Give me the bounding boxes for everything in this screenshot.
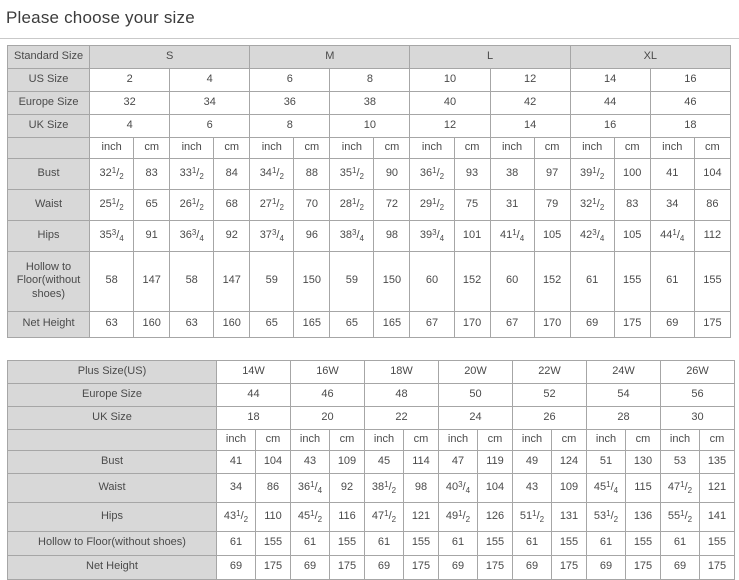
value-cell: 104	[694, 158, 730, 189]
value-cell: inch	[661, 429, 700, 450]
value-cell: cm	[256, 429, 291, 450]
value-cell: 45	[365, 450, 404, 473]
table-row	[8, 555, 735, 579]
value-cell: 46	[291, 383, 365, 406]
value-cell: 84	[214, 158, 250, 189]
value-cell: 48	[365, 383, 439, 406]
value-cell: 6	[250, 69, 330, 92]
value-cell: $32^1/_2$	[570, 189, 614, 220]
value-cell: 61	[570, 251, 614, 311]
value-cell: 155	[552, 531, 587, 555]
value-cell: 22	[365, 406, 439, 429]
value-cell: 16W	[291, 360, 365, 383]
value-cell: $39^1/_2$	[570, 158, 614, 189]
value-cell: inch	[513, 429, 552, 450]
value-cell: inch	[439, 429, 478, 450]
value-cell: 22W	[513, 360, 587, 383]
table-row	[8, 473, 735, 502]
value-cell: inch	[490, 138, 534, 159]
value-cell: 160	[134, 311, 170, 337]
value-cell: inch	[650, 138, 694, 159]
table-row	[8, 531, 735, 555]
value-cell: inch	[330, 138, 374, 159]
page-title: Please choose your size	[6, 8, 195, 27]
value-cell: $45^1/_4$	[587, 473, 626, 502]
header-cell: Hollow to Floor(without shoes)	[8, 531, 217, 555]
value-cell: inch	[587, 429, 626, 450]
table-row	[8, 220, 731, 251]
value-cell: cm	[134, 138, 170, 159]
header-cell: Waist	[8, 189, 90, 220]
value-cell: 147	[214, 251, 250, 311]
value-cell: 72	[374, 189, 410, 220]
value-cell: $38^3/_4$	[330, 220, 374, 251]
value-cell: 8	[330, 69, 410, 92]
value-cell: cm	[694, 138, 730, 159]
value-cell: $44^1/_4$	[650, 220, 694, 251]
value-cell: 14	[570, 69, 650, 92]
value-cell: 44	[570, 92, 650, 115]
table-row	[8, 406, 735, 429]
value-cell: 98	[404, 473, 439, 502]
value-cell: 175	[404, 555, 439, 579]
value-cell: 69	[513, 555, 552, 579]
value-cell: $35^1/_2$	[330, 158, 374, 189]
value-cell: 69	[661, 555, 700, 579]
value-cell: 88	[294, 158, 330, 189]
value-cell: 24	[439, 406, 513, 429]
header-cell: S	[90, 46, 250, 69]
standard-size-table-body	[8, 46, 731, 338]
value-cell: 147	[134, 251, 170, 311]
header-cell: Europe Size	[8, 383, 217, 406]
value-cell: 43	[513, 473, 552, 502]
value-cell: 126	[478, 502, 513, 531]
table-row	[8, 69, 731, 92]
value-cell: 69	[587, 555, 626, 579]
standard-size-table	[7, 45, 731, 338]
value-cell: 136	[626, 502, 661, 531]
value-cell: 59	[250, 251, 294, 311]
value-cell: 91	[134, 220, 170, 251]
value-cell: cm	[700, 429, 735, 450]
value-cell: 32	[90, 92, 170, 115]
value-cell: 69	[439, 555, 478, 579]
value-cell: 175	[614, 311, 650, 337]
value-cell: 44	[217, 383, 291, 406]
value-cell: 75	[454, 189, 490, 220]
value-cell: cm	[552, 429, 587, 450]
value-cell: 69	[570, 311, 614, 337]
value-cell: inch	[170, 138, 214, 159]
value-cell: $55^1/_2$	[661, 502, 700, 531]
value-cell: 68	[214, 189, 250, 220]
value-cell: 69	[217, 555, 256, 579]
value-cell: 104	[256, 450, 291, 473]
value-cell: 155	[404, 531, 439, 555]
header-cell: UK Size	[8, 406, 217, 429]
value-cell: 31	[490, 189, 534, 220]
value-cell: 38	[490, 158, 534, 189]
value-cell: cm	[214, 138, 250, 159]
header-cell: Hips	[8, 220, 90, 251]
value-cell: 61	[365, 531, 404, 555]
table-row	[8, 189, 731, 220]
value-cell: 152	[454, 251, 490, 311]
value-cell: 65	[134, 189, 170, 220]
header-cell: Hollow to Floor(without shoes)	[8, 251, 90, 311]
value-cell: 59	[330, 251, 374, 311]
value-cell: 30	[661, 406, 735, 429]
value-cell: $47^1/_2$	[661, 473, 700, 502]
header-cell	[8, 138, 90, 159]
value-cell: 90	[374, 158, 410, 189]
value-cell: $45^1/_2$	[291, 502, 330, 531]
value-cell: $33^1/_2$	[170, 158, 214, 189]
value-cell: 14	[490, 115, 570, 138]
value-cell: inch	[250, 138, 294, 159]
header-cell: M	[250, 46, 410, 69]
value-cell: 34	[650, 189, 694, 220]
value-cell: 20W	[439, 360, 513, 383]
value-cell: $26^1/_2$	[170, 189, 214, 220]
table-row	[8, 360, 735, 383]
value-cell: 160	[214, 311, 250, 337]
value-cell: $32^1/_2$	[90, 158, 134, 189]
value-cell: 4	[90, 115, 170, 138]
value-cell: 121	[700, 473, 735, 502]
value-cell: 165	[374, 311, 410, 337]
value-cell: 175	[694, 311, 730, 337]
value-cell: $36^1/_4$	[291, 473, 330, 502]
value-cell: 26W	[661, 360, 735, 383]
value-cell: 61	[587, 531, 626, 555]
header-cell: US Size	[8, 69, 90, 92]
value-cell: $41^1/_4$	[490, 220, 534, 251]
value-cell: 152	[534, 251, 570, 311]
value-cell: 60	[490, 251, 534, 311]
value-cell: 79	[534, 189, 570, 220]
value-cell: 54	[587, 383, 661, 406]
value-cell: 155	[478, 531, 513, 555]
value-cell: 61	[291, 531, 330, 555]
value-cell: 175	[256, 555, 291, 579]
value-cell: 2	[90, 69, 170, 92]
value-cell: cm	[614, 138, 650, 159]
value-cell: $36^3/_4$	[170, 220, 214, 251]
value-cell: 18	[650, 115, 730, 138]
table-row	[8, 138, 731, 159]
value-cell: cm	[374, 138, 410, 159]
value-cell: 70	[294, 189, 330, 220]
value-cell: 105	[614, 220, 650, 251]
value-cell: 170	[454, 311, 490, 337]
value-cell: 150	[294, 251, 330, 311]
value-cell: 43	[291, 450, 330, 473]
value-cell: 101	[454, 220, 490, 251]
header-cell: Hips	[8, 502, 217, 531]
title-divider	[0, 38, 739, 39]
header-cell: XL	[570, 46, 730, 69]
value-cell: 63	[170, 311, 214, 337]
value-cell: 12	[410, 115, 490, 138]
value-cell: 116	[330, 502, 365, 531]
table-row	[8, 46, 731, 69]
value-cell: 38	[330, 92, 410, 115]
table-row	[8, 502, 735, 531]
value-cell: 92	[214, 220, 250, 251]
value-cell: 67	[410, 311, 454, 337]
value-cell: cm	[478, 429, 513, 450]
value-cell: 47	[439, 450, 478, 473]
value-cell: 20	[291, 406, 365, 429]
value-cell: 52	[513, 383, 587, 406]
value-cell: 65	[330, 311, 374, 337]
header-cell: Standard Size	[8, 46, 90, 69]
header-cell: Net Height	[8, 311, 90, 337]
value-cell: 135	[700, 450, 735, 473]
value-cell: 58	[170, 251, 214, 311]
header-cell: Plus Size(US)	[8, 360, 217, 383]
value-cell: 131	[552, 502, 587, 531]
value-cell: $47^1/_2$	[365, 502, 404, 531]
table-row	[8, 115, 731, 138]
value-cell: 109	[330, 450, 365, 473]
value-cell: 155	[626, 531, 661, 555]
value-cell: 155	[694, 251, 730, 311]
value-cell: 83	[134, 158, 170, 189]
value-cell: 170	[534, 311, 570, 337]
value-cell: $40^3/_4$	[439, 473, 478, 502]
value-cell: 26	[513, 406, 587, 429]
value-cell: 61	[439, 531, 478, 555]
value-cell: 114	[404, 450, 439, 473]
value-cell: $27^1/_2$	[250, 189, 294, 220]
value-cell: 86	[694, 189, 730, 220]
value-cell: inch	[570, 138, 614, 159]
value-cell: 165	[294, 311, 330, 337]
value-cell: 69	[365, 555, 404, 579]
value-cell: 155	[614, 251, 650, 311]
value-cell: $49^1/_2$	[439, 502, 478, 531]
value-cell: 155	[256, 531, 291, 555]
value-cell: 28	[587, 406, 661, 429]
value-cell: 51	[587, 450, 626, 473]
header-cell: Net Height	[8, 555, 217, 579]
value-cell: 18W	[365, 360, 439, 383]
value-cell: 58	[90, 251, 134, 311]
value-cell: 34	[170, 92, 250, 115]
value-cell: $42^3/_4$	[570, 220, 614, 251]
value-cell: 97	[534, 158, 570, 189]
value-cell: 155	[330, 531, 365, 555]
value-cell: inch	[410, 138, 454, 159]
header-cell: Bust	[8, 158, 90, 189]
value-cell: cm	[454, 138, 490, 159]
value-cell: 16	[570, 115, 650, 138]
value-cell: 104	[478, 473, 513, 502]
value-cell: 34	[217, 473, 256, 502]
value-cell: 112	[694, 220, 730, 251]
table-row	[8, 383, 735, 406]
value-cell: 18	[217, 406, 291, 429]
value-cell: 24W	[587, 360, 661, 383]
plus-size-table	[7, 360, 735, 580]
header-cell: Waist	[8, 473, 217, 502]
value-cell: $25^1/_2$	[90, 189, 134, 220]
value-cell: 4	[170, 69, 250, 92]
value-cell: $39^3/_4$	[410, 220, 454, 251]
table-row	[8, 251, 731, 311]
value-cell: 61	[513, 531, 552, 555]
header-cell: Europe Size	[8, 92, 90, 115]
value-cell: 65	[250, 311, 294, 337]
value-cell: $28^1/_2$	[330, 189, 374, 220]
value-cell: 141	[700, 502, 735, 531]
value-cell: 41	[650, 158, 694, 189]
table-row	[8, 450, 735, 473]
value-cell: 8	[250, 115, 330, 138]
value-cell: inch	[90, 138, 134, 159]
value-cell: 53	[661, 450, 700, 473]
value-cell: 98	[374, 220, 410, 251]
value-cell: 86	[256, 473, 291, 502]
value-cell: $38^1/_2$	[365, 473, 404, 502]
value-cell: 56	[661, 383, 735, 406]
value-cell: 60	[410, 251, 454, 311]
value-cell: 10	[330, 115, 410, 138]
value-cell: $36^1/_2$	[410, 158, 454, 189]
value-cell: cm	[294, 138, 330, 159]
value-cell: inch	[217, 429, 256, 450]
value-cell: $37^3/_4$	[250, 220, 294, 251]
value-cell: 50	[439, 383, 513, 406]
table-row	[8, 92, 731, 115]
value-cell: inch	[291, 429, 330, 450]
value-cell: $51^1/_2$	[513, 502, 552, 531]
value-cell: 61	[650, 251, 694, 311]
header-cell: L	[410, 46, 570, 69]
value-cell: 67	[490, 311, 534, 337]
table-row	[8, 429, 735, 450]
value-cell: $53^1/_2$	[587, 502, 626, 531]
header-cell: Bust	[8, 450, 217, 473]
value-cell: 175	[330, 555, 365, 579]
header-cell	[8, 429, 217, 450]
value-cell: 124	[552, 450, 587, 473]
value-cell: cm	[404, 429, 439, 450]
value-cell: 46	[650, 92, 730, 115]
value-cell: inch	[365, 429, 404, 450]
value-cell: 175	[700, 555, 735, 579]
value-cell: 10	[410, 69, 490, 92]
value-cell: 175	[626, 555, 661, 579]
value-cell: 175	[478, 555, 513, 579]
value-cell: $35^3/_4$	[90, 220, 134, 251]
value-cell: cm	[534, 138, 570, 159]
table-row	[8, 311, 731, 337]
plus-size-table-body	[8, 360, 735, 579]
value-cell: 16	[650, 69, 730, 92]
value-cell: 69	[650, 311, 694, 337]
value-cell: 155	[700, 531, 735, 555]
value-cell: 63	[90, 311, 134, 337]
value-cell: 119	[478, 450, 513, 473]
value-cell: 105	[534, 220, 570, 251]
value-cell: 42	[490, 92, 570, 115]
value-cell: cm	[626, 429, 661, 450]
value-cell: 175	[552, 555, 587, 579]
value-cell: 12	[490, 69, 570, 92]
value-cell: 93	[454, 158, 490, 189]
value-cell: 115	[626, 473, 661, 502]
value-cell: 6	[170, 115, 250, 138]
value-cell: 150	[374, 251, 410, 311]
value-cell: 92	[330, 473, 365, 502]
table-row	[8, 158, 731, 189]
value-cell: 100	[614, 158, 650, 189]
value-cell: 69	[291, 555, 330, 579]
value-cell: $43^1/_2$	[217, 502, 256, 531]
value-cell: 83	[614, 189, 650, 220]
value-cell: 61	[217, 531, 256, 555]
value-cell: 36	[250, 92, 330, 115]
value-cell: 96	[294, 220, 330, 251]
value-cell: 49	[513, 450, 552, 473]
value-cell: 14W	[217, 360, 291, 383]
value-cell: 61	[661, 531, 700, 555]
value-cell: $34^1/_2$	[250, 158, 294, 189]
value-cell: 130	[626, 450, 661, 473]
header-cell: UK Size	[8, 115, 90, 138]
value-cell: 109	[552, 473, 587, 502]
value-cell: $29^1/_2$	[410, 189, 454, 220]
value-cell: 121	[404, 502, 439, 531]
value-cell: cm	[330, 429, 365, 450]
value-cell: 40	[410, 92, 490, 115]
value-cell: 41	[217, 450, 256, 473]
value-cell: 110	[256, 502, 291, 531]
